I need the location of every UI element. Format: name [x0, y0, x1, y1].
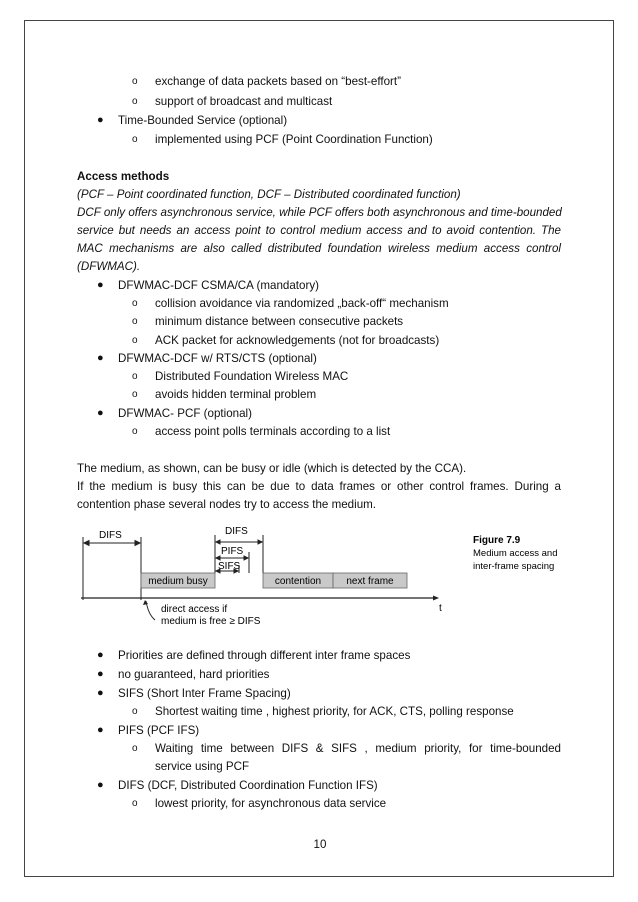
- circle-bullet-icon: o: [132, 798, 138, 809]
- circle-bullet-icon: o: [132, 743, 138, 754]
- figure-caption-line: Medium access and: [473, 548, 558, 559]
- list-item: collision avoidance via randomized „back-off“ mechanism: [155, 297, 449, 310]
- bullet-icon: ●: [97, 352, 104, 364]
- list-item-continuation: service using PCF: [155, 760, 250, 773]
- list-item: DFWMAC-DCF CSMA/CA (mandatory): [118, 279, 319, 292]
- medium-access-figure: [75, 525, 575, 635]
- note-line: direct access if: [161, 604, 228, 615]
- bullet-icon: ●: [97, 724, 104, 736]
- bullet-icon: ●: [97, 279, 104, 291]
- circle-bullet-icon: o: [132, 76, 138, 87]
- list-item: Distributed Foundation Wireless MAC: [155, 370, 349, 383]
- bullet-icon: ●: [97, 114, 104, 126]
- circle-bullet-icon: o: [132, 316, 138, 327]
- bullet-icon: ●: [97, 779, 104, 791]
- list-item: Time-Bounded Service (optional): [118, 114, 288, 127]
- page-number: 10: [313, 838, 327, 851]
- bullet-icon: ●: [97, 687, 104, 699]
- circle-bullet-icon: o: [132, 426, 138, 437]
- list-item: no guaranteed, hard priorities: [118, 668, 270, 681]
- paragraph-line: contention phase several nodes try to access the medium.: [77, 498, 377, 511]
- paragraph-line: The medium, as shown, can be busy or idle (which is detected by the CCA).: [77, 462, 467, 475]
- paragraph-line: service but needs an access point to control medium access and to avoid contention. The: [77, 224, 561, 237]
- bullet-icon: ●: [97, 649, 104, 661]
- list-item: DFWMAC- PCF (optional): [118, 407, 252, 420]
- paragraph-line: If the medium is busy this can be due to data frames or other control frames. During a: [77, 480, 561, 493]
- bullet-icon: ●: [97, 668, 104, 680]
- list-item: exchange of data packets based on “best-effort”: [155, 75, 401, 88]
- list-item: DFWMAC-DCF w/ RTS/CTS (optional): [118, 352, 317, 365]
- contention-label: contention: [274, 576, 322, 587]
- section-heading: Access methods: [77, 170, 170, 183]
- circle-bullet-icon: o: [132, 335, 138, 346]
- list-item: implemented using PCF (Point Coordination Function): [155, 133, 433, 146]
- next-frame-label: next frame: [346, 576, 394, 587]
- list-item: DIFS (DCF, Distributed Coordination Function IFS): [118, 779, 378, 792]
- figure-caption-title: Figure 7.9: [473, 535, 521, 546]
- circle-bullet-icon: o: [132, 298, 138, 309]
- difs-top-label: DIFS: [225, 526, 248, 537]
- paragraph-line: (DFWMAC).: [77, 260, 141, 273]
- bullet-icon: ●: [97, 407, 104, 419]
- list-item: Priorities are defined through different inter frame spaces: [118, 649, 411, 662]
- figure-caption-line: inter-frame spacing: [473, 561, 555, 572]
- sifs-label: SIFS: [218, 561, 241, 572]
- time-label: t: [439, 603, 442, 614]
- list-item: avoids hidden terminal problem: [155, 388, 317, 401]
- circle-bullet-icon: o: [132, 134, 138, 145]
- abbreviation-line: (PCF – Point coordinated function, DCF – Distributed coordinated function): [77, 188, 461, 201]
- list-item: minimum distance between consecutive packets: [155, 315, 404, 328]
- difs-left-label: DIFS: [99, 530, 122, 541]
- circle-bullet-icon: o: [132, 96, 138, 107]
- pifs-label: PIFS: [221, 546, 244, 557]
- paragraph-line: MAC mechanisms are also called distributed foundation wireless medium access control: [77, 242, 561, 255]
- list-item: support of broadcast and multicast: [155, 95, 333, 108]
- note-line: medium is free ≥ DIFS: [161, 616, 261, 627]
- list-item: SIFS (Short Inter Frame Spacing): [118, 687, 291, 700]
- list-item: lowest priority, for asynchronous data service: [155, 797, 387, 810]
- medium-busy-label: medium busy: [148, 576, 208, 587]
- list-item: ACK packet for acknowledgements (not for broadcasts): [155, 334, 440, 347]
- paragraph-line: DCF only offers asynchronous service, while PCF offers both asynchronous and time-bounded: [77, 206, 562, 219]
- list-item: access point polls terminals according to a list: [155, 425, 391, 438]
- list-item: PIFS (PCF IFS): [118, 724, 200, 737]
- circle-bullet-icon: o: [132, 371, 138, 382]
- list-item: Waiting time between DIFS & SIFS , medium priority, for time-bounded: [155, 742, 561, 755]
- list-item: Shortest waiting time , highest priority, for ACK, CTS, polling response: [155, 705, 514, 718]
- circle-bullet-icon: o: [132, 389, 138, 400]
- circle-bullet-icon: o: [132, 706, 138, 717]
